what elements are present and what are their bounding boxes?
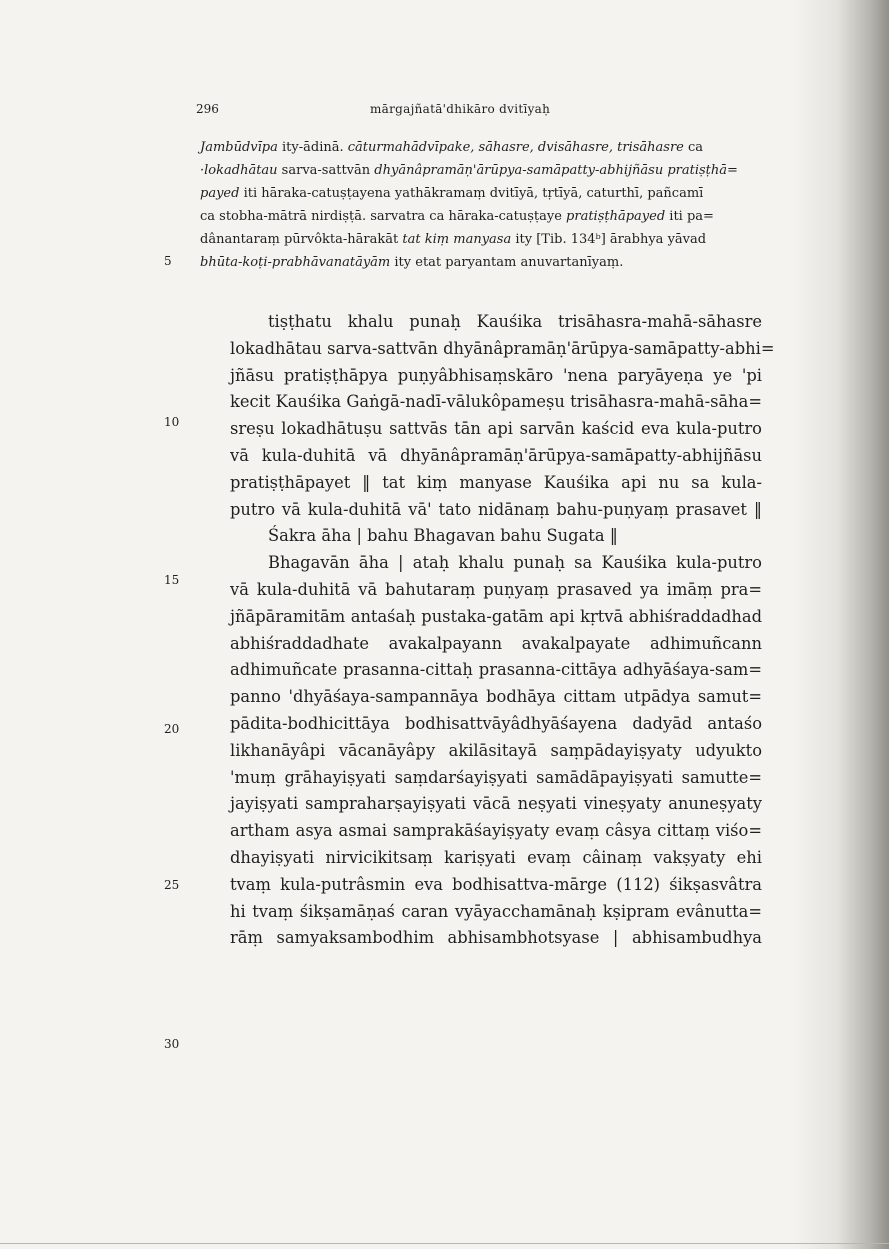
commentary-block [200,136,796,274]
main-text-line: putro vā kula-duhitā vā' tato nidānaṃ bahu-puṇyaṃ prasavet ‖ [230,499,762,519]
line-number: 15 [164,573,180,587]
commentary-line [200,159,796,182]
commentary-text: payed [200,186,240,201]
main-text-line: 'muṃ grāhayiṣyati saṃdarśayiṣyati samādāpayiṣyati samutte= [230,767,762,787]
commentary-text: Jambūdvīpa [200,140,278,155]
line-number: 10 [164,415,180,429]
commentary-text: sarva-sattvān [277,163,375,178]
main-text-line: artham asya asmai samprakāśayiṣyaty evaṃ câsya cittaṃ viśo= [230,821,762,841]
commentary-line [200,182,796,205]
main-text-line: hi tvaṃ śikṣamāṇaś caran vyāyacchamānaḥ kṣipram evânutta= [230,901,762,921]
line-number: 30 [164,1037,180,1051]
commentary-text: iti hāraka-catuṣṭayena yathākramaṃ dvitīyā, tṛtīyā, caturthī, pañcamī [239,186,704,201]
main-text-line: likhanāyâpi vācanāyâpy akilāsitayā saṃpādayiṣyaty udyukto [230,740,762,760]
main-text-line: panno 'dhyāśaya-sampannāya bodhāya cittam utpādya samut= [230,687,762,707]
commentary-line [200,205,796,228]
main-text-line: Bhagavān āha | ataḥ khalu punaḥ sa Kauśika kula-putro [268,553,762,573]
commentary-text: ity [Tib. 134ᵇ] ārabhya yāvad [511,232,707,247]
main-text-line: adhimuñcate prasanna-cittaḥ prasanna-cittāya adhyāśaya-sam= [230,660,762,680]
main-text-line: sreṣu lokadhātuṣu sattvās tān api sarvān kaścid eva kula-putro [230,419,762,439]
running-head: mārgajñatā'dhikāro dvitīyaḥ [370,102,551,116]
commentary-text: ity-ādinā. [277,140,348,155]
main-text-line: Śakra āha | bahu Bhagavan bahu Sugata ‖ [268,526,618,546]
main-text-line: pratiṣṭhāpayet ‖ tat kiṃ manyase Kauśika api nu sa kula- [230,472,762,492]
page-header [0,102,889,122]
commentary-line [200,136,796,159]
bottom-rule [0,1243,889,1244]
commentary-text: pratiṣṭhāpayed [566,209,666,224]
main-text-line: kecit Kauśika Gaṅgā-nadī-vālukôpameṣu trisāhasra-mahā-sāha= [230,392,762,412]
main-text-line: tvaṃ kula-putrâsmin eva bodhisattva-mārge (112) śikṣasvâtra [230,874,762,894]
main-text-line: jayiṣyati sampraharṣayiṣyati vācā neṣyati vineṣyaty anuneṣyaty [230,794,762,814]
commentary-line [200,228,796,251]
commentary-text: ·lokadhātau [200,163,278,178]
page-number: 296 [196,102,219,116]
main-text-line: abhiśraddadhate avakalpayann avakalpayate adhimuñcann [230,633,762,653]
main-text-line: jñāpāramitām antaśaḥ pustaka-gatām api kṛtvā abhiśraddadhad [230,606,762,626]
main-text-line: vā kula-duhitā vā dhyānâpramāṇ'ārūpya-samāpatty-abhijñāsu [230,445,762,465]
commentary-text: iti pa= [665,209,714,224]
main-text-line: rāṃ samyaksambodhim abhisambhotsyase | abhisambudhya [230,928,762,948]
line-number: 25 [164,878,180,892]
commentary-line [200,251,796,274]
commentary-text: cāturmahādvīpake, sāhasre, dvisāhasre, trisāhasre [347,140,684,155]
commentary-text: ca [683,140,704,155]
main-text-line: dhayiṣyati nirvicikitsaṃ kariṣyati evaṃ câinaṃ vakṣyaty ehi [230,847,762,867]
commentary-text: ca stobha-mātrā nirdiṣṭā. sarvatra ca hāraka-catuṣṭaye [200,209,567,224]
main-text-line: lokadhātau sarva-sattvān dhyānâpramāṇ'ārūpya-samāpatty-abhi= [230,338,775,358]
main-text-line: vā kula-duhitā vā bahutaraṃ puṇyaṃ prasaved ya imāṃ pra= [230,579,762,599]
commentary-text: bhūta-koṭi-prabhāvanatāyām [200,255,391,270]
line-number: 20 [164,722,180,736]
main-text-line: pādita-bodhicittāya bodhisattvāyâdhyāśayena dadyād antaśo [230,713,762,733]
main-text-block [230,309,775,952]
main-text-line: tiṣṭhatu khalu punaḥ Kauśika trisāhasra-mahā-sāhasre [268,312,762,331]
binding-gutter-shadow [794,0,889,1249]
commentary-text: tat kiṃ manyasa [402,232,512,247]
commentary-text: ity etat paryantam anuvartanīyaṃ. [390,255,624,270]
commentary-text: dhyānâpramāṇ'ārūpya-samāpatty-abhijñāsu pratiṣṭhā= [374,163,738,178]
commentary-text: dânantaraṃ pūrvôkta-hārakāt [200,232,403,247]
line-number: 5 [164,254,172,268]
main-text-line: jñāsu pratiṣṭhāpya puṇyâbhisaṃskāro 'nena paryāyeṇa ye 'pi [230,365,762,385]
